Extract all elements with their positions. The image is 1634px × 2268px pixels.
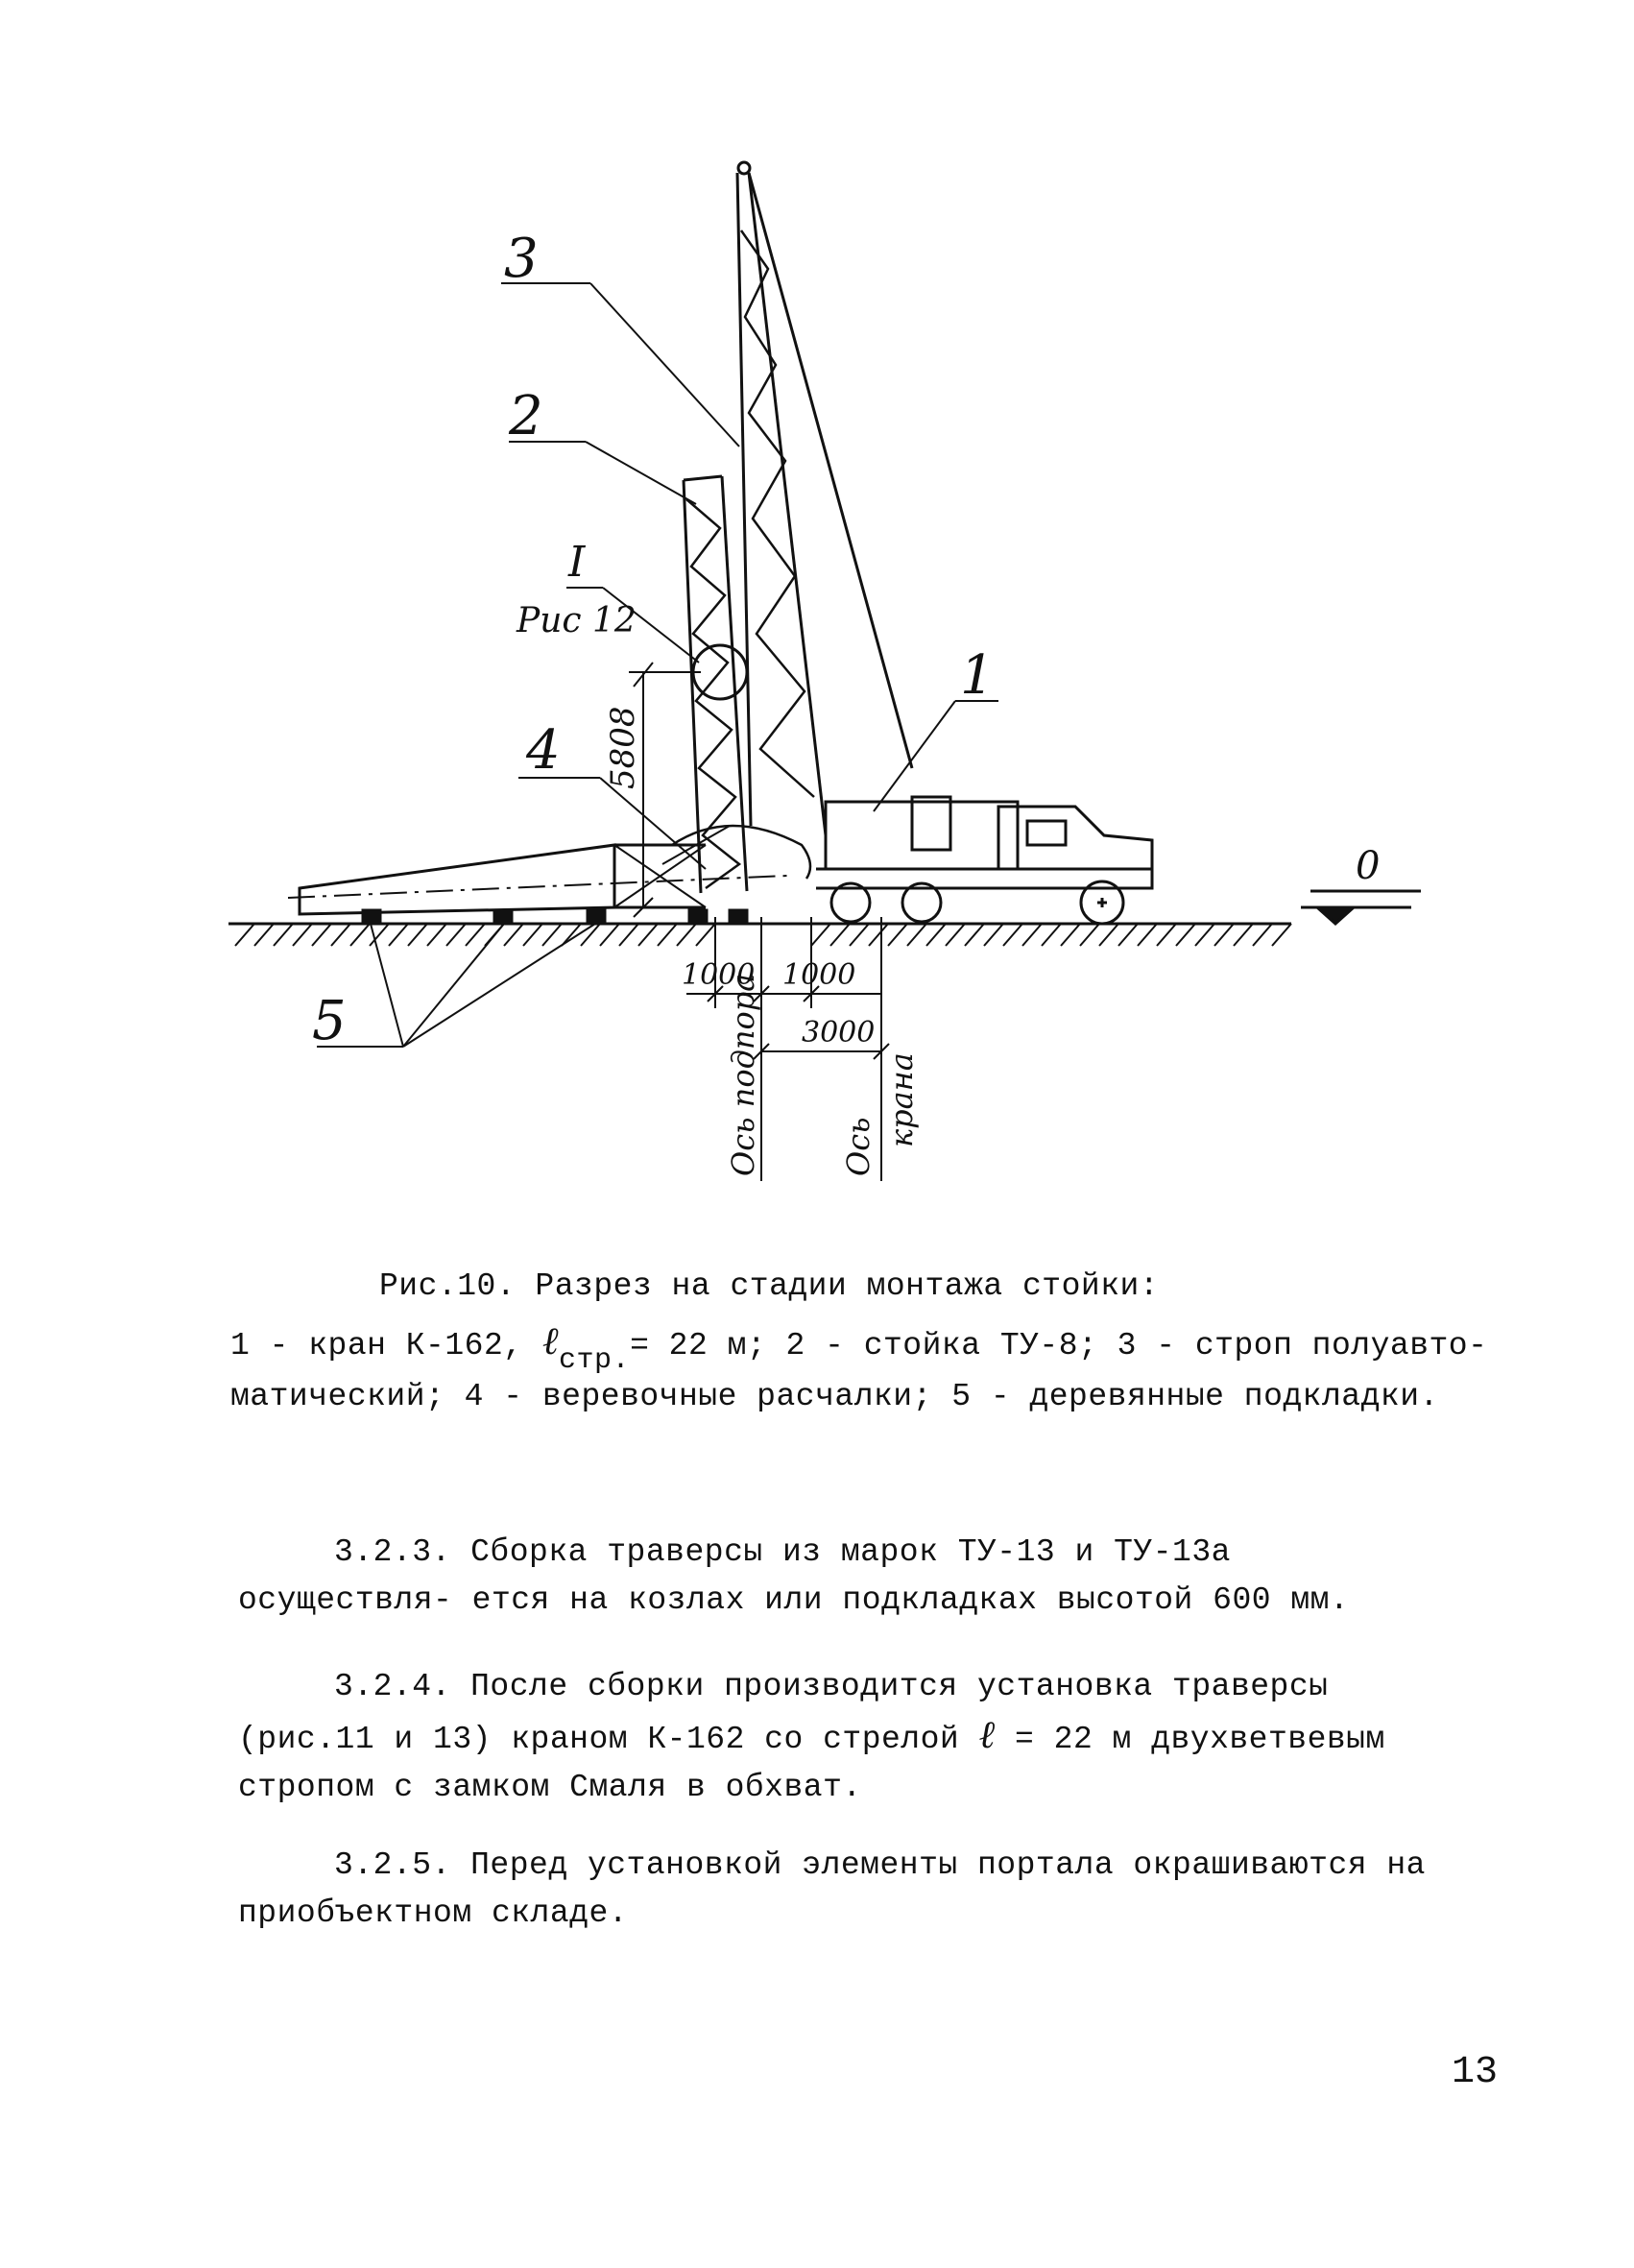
label-5: 5 [312,990,347,1052]
post-tower [684,476,747,893]
paragraph-text: 3.2.4. После сборки производится установка траверсы (рис.11 и 13) краном К-162 со стрелой [238,1669,1329,1757]
dim-5808-label: 5808 [604,706,642,789]
axis-crane-label-2: крана [883,1052,920,1147]
level-zero-mark [1301,891,1421,924]
dim-3000-label: 3000 [802,1016,876,1050]
page-number: 13 [1452,2051,1499,2094]
figure-caption-line2 [230,1317,1488,1377]
caption-part: = 22 м; 2 - стойка ТУ-8; 3 - строп полуавто- [630,1328,1488,1363]
label-ref-I: I [568,538,586,587]
crane-boom [737,162,912,835]
label-2: 2 [509,385,543,447]
label-3: 3 [504,228,539,290]
paragraph-3-2-4 [238,1663,1448,1812]
lying-member [288,845,787,914]
ell-symbol: ℓ [978,1713,996,1757]
label-level-zero: 0 [1356,844,1381,888]
paragraph-text: = 22 м двухветвевым стропом с замком Смаля в обхват. [238,1722,1385,1805]
paragraph-text: 3.2.3. Сборка траверсы из марок ТУ-13 и ТУ-13а осуществля- ется на козлах или подкладках высотой 600 мм. [238,1534,1350,1618]
label-4: 4 [526,719,561,782]
ell-subscript: стр. [559,1344,631,1377]
axis-crane-label-1: Ось [840,1117,877,1176]
caption-part: 1 - кран К-162, [230,1328,523,1363]
label-ref-fig12: Рис 12 [517,601,637,640]
paragraph-3-2-5 [238,1842,1448,1938]
ground-hatching [235,924,1291,946]
figure-caption-line3: матический; 4 - веревочные расчалки; 5 - деревянные подкладки. [230,1379,1439,1414]
dim-1000-left-label: 1000 [682,958,756,992]
rope-guy [672,826,810,879]
ell-symbol: ℓ [541,1319,560,1363]
label-1: 1 [960,644,995,707]
paragraph-3-2-3 [238,1529,1448,1625]
crane-truck [816,797,1152,924]
figure-caption-title: Рис.10. Разрез на стадии монтажа стойки: [379,1268,1160,1304]
dim-1000-right-label: 1000 [782,958,856,992]
paragraph-text: 3.2.5. Перед установкой элементы портала окрашиваются на приобъектном складе. [238,1847,1426,1931]
axis-post-label: Ось подпора [725,973,761,1176]
